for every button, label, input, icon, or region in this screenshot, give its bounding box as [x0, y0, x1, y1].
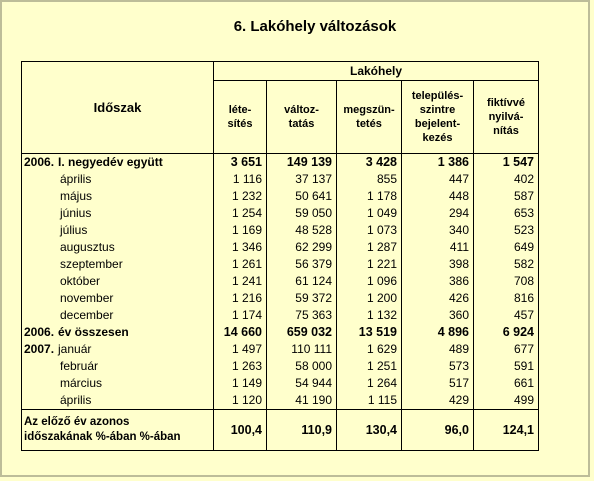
cell-value: 1 629 [337, 341, 402, 358]
table-row [22, 324, 539, 341]
page-title: 6. Lakóhely változások [233, 18, 397, 35]
row-label [22, 188, 214, 205]
header-col-2-line: változ- [284, 104, 319, 116]
cell-value: 110 111 [267, 341, 337, 358]
header-col-5-line: fiktívvé [487, 97, 525, 109]
header-col-2-line: tatás [288, 118, 315, 130]
row-label [22, 324, 214, 341]
cell-value: 448 [402, 188, 474, 205]
row-period: augusztus [60, 240, 115, 254]
row-period: június [60, 206, 92, 220]
row-label [22, 239, 214, 256]
row-label [22, 375, 214, 392]
table-row [22, 188, 539, 205]
footer-label-line2: időszakának %-ában %-ában [24, 431, 181, 443]
cell-value: 523 [474, 222, 539, 239]
row-period: január [58, 342, 92, 356]
cell-value: 1 261 [214, 256, 267, 273]
header-period: Időszak [22, 62, 214, 154]
cell-value: 59 372 [267, 290, 337, 307]
cell-value: 447 [402, 171, 474, 188]
cell-value: 1 216 [214, 290, 267, 307]
cell-value: 402 [474, 171, 539, 188]
footer-row [22, 410, 539, 451]
table-row [22, 273, 539, 290]
footer-value-5: 124,1 [474, 410, 539, 451]
cell-value: 1 116 [214, 171, 267, 188]
cell-value: 1 096 [337, 273, 402, 290]
cell-value: 677 [474, 341, 539, 358]
row-year: 2006. [24, 325, 55, 339]
cell-value: 398 [402, 256, 474, 273]
cell-value: 661 [474, 375, 539, 392]
cell-value: 1 120 [214, 392, 267, 410]
cell-value: 582 [474, 256, 539, 273]
header-col-4-line: szintre [419, 104, 456, 116]
cell-value: 294 [402, 205, 474, 222]
header-col-4-line: bejelent- [414, 118, 461, 130]
cell-value: 1 169 [214, 222, 267, 239]
table-row [22, 392, 539, 410]
cell-value: 573 [402, 358, 474, 375]
cell-value: 499 [474, 392, 539, 410]
cell-value: 411 [402, 239, 474, 256]
cell-value: 591 [474, 358, 539, 375]
footer-value-1: 100,4 [214, 410, 267, 451]
row-period: március [60, 376, 103, 390]
row-label [22, 358, 214, 375]
cell-value: 1 115 [337, 392, 402, 410]
cell-value: 54 944 [267, 375, 337, 392]
footer-value-3: 130,4 [337, 410, 402, 451]
cell-value: 1 178 [337, 188, 402, 205]
cell-value: 1 287 [337, 239, 402, 256]
header-col-1 [214, 81, 267, 154]
header-col-3-line: tetés [356, 118, 382, 130]
cell-value: 13 519 [337, 324, 402, 341]
cell-value: 75 363 [267, 307, 337, 324]
table-row [22, 222, 539, 239]
row-year: 2006. [24, 155, 55, 169]
header-col-5-line: nyilvá- [488, 111, 524, 123]
row-label [22, 392, 214, 410]
header-col-3-line: megszün- [343, 104, 395, 116]
row-period: szeptember [60, 257, 123, 271]
row-period: július [60, 223, 88, 237]
cell-value: 1 386 [402, 154, 474, 172]
cell-value: 14 660 [214, 324, 267, 341]
cell-value: 41 190 [267, 392, 337, 410]
cell-value: 59 050 [267, 205, 337, 222]
cell-value: 659 032 [267, 324, 337, 341]
cell-value: 1 200 [337, 290, 402, 307]
cell-value: 649 [474, 239, 539, 256]
header-group: Lakóhely [214, 62, 539, 81]
cell-value: 340 [402, 222, 474, 239]
cell-value: 1 132 [337, 307, 402, 324]
footer-label-line1: Az előző év azonos [24, 416, 130, 428]
row-label [22, 273, 214, 290]
cell-value: 1 221 [337, 256, 402, 273]
cell-value: 6 924 [474, 324, 539, 341]
cell-value: 1 263 [214, 358, 267, 375]
row-period: I. negyedév együtt [58, 155, 163, 169]
footer-value-4: 96,0 [402, 410, 474, 451]
table-row [22, 375, 539, 392]
row-period: év összesen [58, 325, 129, 339]
table-row [22, 171, 539, 188]
row-period: november [60, 291, 114, 305]
header-col-4-line: kezés [422, 132, 453, 144]
table-row [22, 358, 539, 375]
cell-value: 48 528 [267, 222, 337, 239]
cell-value: 855 [337, 171, 402, 188]
header-col-5-line: nítás [493, 125, 519, 137]
cell-value: 1 241 [214, 273, 267, 290]
row-period: december [60, 308, 114, 322]
cell-value: 429 [402, 392, 474, 410]
cell-value: 3 428 [337, 154, 402, 172]
cell-value: 1 264 [337, 375, 402, 392]
cell-value: 3 651 [214, 154, 267, 172]
row-period: május [60, 189, 93, 203]
cell-value: 1 232 [214, 188, 267, 205]
cell-value: 517 [402, 375, 474, 392]
cell-value: 1 174 [214, 307, 267, 324]
cell-value: 4 896 [402, 324, 474, 341]
header-col-3 [337, 81, 402, 154]
header-col-1-line: sítés [227, 118, 253, 130]
table-row [22, 290, 539, 307]
data-table [21, 61, 539, 451]
row-label [22, 154, 214, 172]
table-row [22, 154, 539, 172]
row-label [22, 307, 214, 324]
row-label [22, 341, 214, 358]
row-label [22, 256, 214, 273]
footer-label [22, 410, 214, 451]
cell-value: 62 299 [267, 239, 337, 256]
cell-value: 58 000 [267, 358, 337, 375]
cell-value: 50 641 [267, 188, 337, 205]
header-col-4-line: település- [411, 90, 464, 102]
footer-value-2: 110,9 [267, 410, 337, 451]
cell-value: 587 [474, 188, 539, 205]
cell-value: 457 [474, 307, 539, 324]
row-year: 2007. [24, 342, 55, 356]
cell-value: 1 149 [214, 375, 267, 392]
table-row [22, 256, 539, 273]
cell-value: 149 139 [267, 154, 337, 172]
cell-value: 489 [402, 341, 474, 358]
cell-value: 1 497 [214, 341, 267, 358]
cell-value: 708 [474, 273, 539, 290]
row-label [22, 205, 214, 222]
cell-value: 1 254 [214, 205, 267, 222]
cell-value: 1 049 [337, 205, 402, 222]
row-label [22, 171, 214, 188]
cell-value: 1 073 [337, 222, 402, 239]
cell-value: 426 [402, 290, 474, 307]
header-col-2 [267, 81, 337, 154]
cell-value: 386 [402, 273, 474, 290]
cell-value: 816 [474, 290, 539, 307]
cell-value: 360 [402, 307, 474, 324]
table-row [22, 239, 539, 256]
row-period: április [60, 172, 92, 186]
cell-value: 1 346 [214, 239, 267, 256]
cell-value: 37 137 [267, 171, 337, 188]
row-label [22, 290, 214, 307]
cell-value: 61 124 [267, 273, 337, 290]
row-label [22, 222, 214, 239]
header-col-4 [402, 81, 474, 154]
cell-value: 1 251 [337, 358, 402, 375]
cell-value: 1 547 [474, 154, 539, 172]
header-col-1-line: léte- [228, 104, 252, 116]
row-period: október [60, 274, 101, 288]
table-row [22, 307, 539, 324]
header-col-5 [474, 81, 539, 154]
cell-value: 653 [474, 205, 539, 222]
table-row [22, 341, 539, 358]
table-row [22, 205, 539, 222]
cell-value: 56 379 [267, 256, 337, 273]
row-period: április [60, 393, 92, 407]
row-period: február [60, 359, 99, 373]
